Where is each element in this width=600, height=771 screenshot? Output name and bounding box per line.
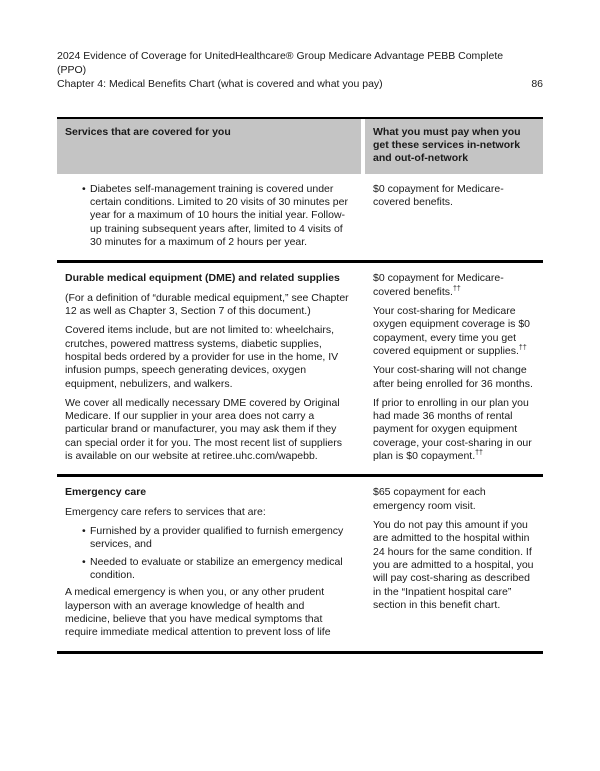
doc-title-line2: (PPO): [57, 63, 87, 76]
paragraph: Emergency care refers to services that are:: [65, 505, 266, 518]
table-row-diabetes-training: [57, 174, 543, 261]
paragraph-text: $0 copayment for Medicare-covered benefits.: [373, 272, 504, 298]
doc-chapter-line: Chapter 4: Medical Benefits Chart (what is covered and what you pay): [57, 77, 383, 90]
services-cell: [57, 174, 365, 261]
paragraph-text: $0 copayment for Medicare-covered benefits.: [373, 182, 504, 208]
paragraph: [373, 519, 535, 612]
list-item: [65, 556, 351, 583]
dagger-superscript: ††: [518, 344, 527, 352]
list-item: [65, 183, 351, 250]
paragraph-text: $65 copayment for each emergency room visit.: [373, 486, 486, 512]
dagger-superscript: ††: [452, 285, 461, 293]
payment-cell: [365, 174, 543, 261]
benefits-table: [57, 117, 543, 654]
doc-title-line1: 2024 Evidence of Coverage for UnitedHealthcare® Group Medicare Advantage PEBB Complete: [57, 50, 504, 62]
benefit-title-emergency-care: Emergency care: [65, 486, 147, 499]
paragraph: [373, 305, 535, 358]
paragraph: Covered items include, but are not limited to: wheelchairs, crutches, powered mattress systems, diabetic supplies, hospital beds ordered by a provider for use in the home, IV infusion pumps, speech generating devices, oxygen equipment, nebulizers, and walkers.: [65, 324, 339, 390]
paragraph-text: You do not pay this amount if you are admitted to the hospital within 24 hours for the same condition. If you are admitted to a hospital, you will pay cost-sharing as described in the “Inpatient hospital care” section in this benefit chart.: [373, 519, 534, 612]
paragraph-text: Your cost-sharing will not change after being enrolled for 36 months.: [373, 364, 533, 390]
paragraph: [373, 364, 535, 391]
paragraph: [373, 272, 535, 299]
table-row-dme: [57, 260, 543, 474]
paragraph: We cover all medically necessary DME covered by Original Medicare. If our supplier in your area does not carry a particular brand or manufacturer, you may ask them if they can special order it for you. The most recent list of suppliers is available on our website at retiree.uhc.com/wapebb.: [65, 396, 343, 463]
bullet-icon: •: [82, 525, 86, 538]
services-cell: [57, 263, 365, 474]
benefit-title-dme: Durable medical equipment (DME) and related supplies: [65, 272, 340, 285]
list-item-text: Needed to evaluate or stabilize an emergency medical condition.: [90, 555, 343, 582]
paragraph: (For a definition of “durable medical equipment,” see Chapter 12 as well as Chapter 3, Section 7 of this document.): [65, 291, 349, 317]
payment-cell: [365, 477, 543, 650]
column-header-payment: What you must pay when you get these services in-network and out-of-network: [365, 119, 543, 174]
paragraph-text: If prior to enrolling in our plan you had made 36 months of rental payment for oxygen equipment coverage, your cost-sharing in our plan is $0 copayment.: [373, 396, 532, 463]
list-item-text: Diabetes self-management training is covered under certain conditions. Limited to 20 visits of 30 minutes per year for a maximum of 10 hours the initial year. Follow-up training subsequent years after, limited to 4 visits of 30 minutes for a maximum of 2 hours per year.: [90, 182, 348, 248]
list-item-text: Furnished by a provider qualified to furnish emergency services, and: [90, 525, 344, 551]
bullet-icon: •: [82, 555, 86, 568]
doc-chapter-row: [57, 78, 543, 92]
paragraph: A medical emergency is when you, or any other prudent layperson with an average knowledge of health and medicine, believe that you have medical symptoms that require immediate medical attention to prevent loss of life: [65, 586, 331, 639]
paragraph: [373, 397, 535, 464]
paragraph: [373, 486, 535, 513]
services-cell: [57, 477, 365, 650]
column-header-services: Services that are covered for you: [57, 119, 365, 174]
dagger-superscript: ††: [475, 449, 483, 457]
payment-cell: [365, 263, 543, 474]
table-header-row: [57, 119, 543, 174]
page-number: 86: [531, 77, 543, 90]
table-row-emergency-care: [57, 474, 543, 650]
paragraph-text: Your cost-sharing for Medicare oxygen equipment coverage is $0 copayment, every time you get covered equipment or supplies.: [373, 304, 531, 357]
document-header: [57, 50, 543, 92]
paragraph: [373, 183, 535, 210]
bullet-icon: •: [82, 182, 86, 195]
list-item: [65, 525, 351, 552]
